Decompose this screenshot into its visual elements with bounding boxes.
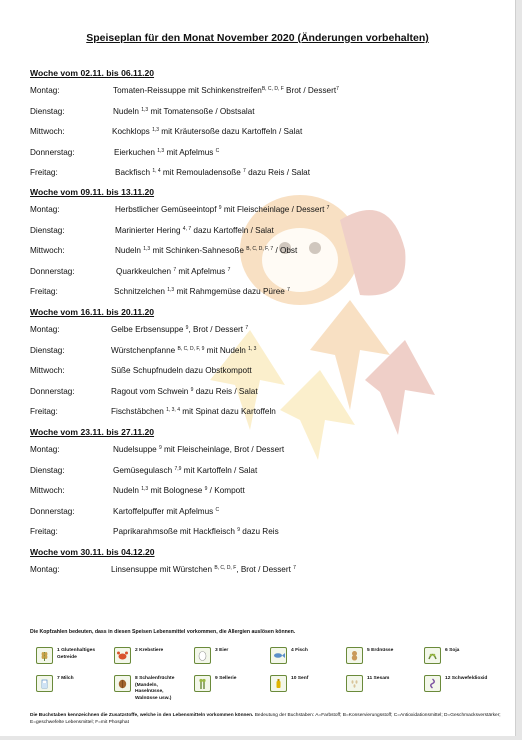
meal-text: Fischstäbchen [111,407,167,417]
legend-item [114,675,184,711]
allergen-code: 9 [204,486,208,493]
weekday-label: Mittwoch: [30,127,65,137]
allergen-code: 7 [287,287,290,294]
weekday-label: Montag: [30,86,60,95]
allergen-code: 9 [190,386,194,393]
allergen-code: B, C, D, F [214,565,237,571]
meal-text: , Brot / Dessert [236,565,294,574]
meal-text: mit Tomatensoße / Obstsalat [148,106,255,116]
meal-description [113,86,339,95]
page-title: Speiseplan für den Monat November 2020 (Änderungen vorbehalten) [86,32,429,44]
weekday-label: Freitag: [30,527,58,537]
meal-text: Eierkuchen [114,147,158,157]
allergen-code: 4, 7 [182,225,192,232]
weekday-label: Dienstag: [30,465,65,475]
meal-text: mit Apfelmus [176,266,228,276]
legend-item [270,675,340,711]
meal-text: Nudeln [115,246,144,256]
meal-text: Nudelsuppe [113,445,159,454]
allergen-code: 7 [173,266,177,273]
meal-text: Herbstlicher Gemüseeintopf [115,205,219,214]
weekday-label: Montag: [30,325,60,334]
meal-text: Kochklops [112,127,153,137]
peanut-icon [346,647,363,664]
weekday-label: Freitag: [30,168,58,178]
legend-label: 3 Eier [215,648,229,653]
legend-label: 5 Erdnüsse [367,648,394,653]
footnote-bold: Die Buchstaben kennzeichnen die Zusatzstoffe, welche in den Lebensmitteln vorkommen können. [30,713,254,718]
mustard-icon [270,675,287,692]
legend-label: 2 Krebstiere [135,648,164,653]
meal-text: Gelbe Erbsensuppe [111,325,186,334]
meal-description [113,445,284,454]
weekday-label: Dienstag: [30,225,65,235]
meal-description [113,107,255,116]
meal-text: Würstchenpfanne [111,345,178,355]
sesame-icon [346,675,363,692]
weekday-label: Donnerstag: [30,386,75,396]
weekday-label: Dienstag: [30,106,65,116]
meal-text: mit Nudeln [204,345,249,355]
meal-description [113,527,279,536]
meal-description [113,507,219,516]
meal-description [111,407,276,416]
legend-item [424,675,494,711]
allergen-code: 7 [293,565,296,571]
meal-text: Gemüsegulasch [113,465,175,475]
weekday-label: Mittwoch: [30,486,65,496]
allergen-code: 9 [158,445,162,451]
meal-text: Backfisch [115,168,153,178]
allergen-code: B, C, D, F, 7 [246,246,274,253]
weekday-label: Donnerstag: [30,506,75,516]
legend-label: 6 Soja [445,648,460,653]
allergen-code: C [215,147,220,154]
celery-icon [194,675,211,692]
meal-description [115,205,329,214]
week-heading: Woche vom 23.11. bis 27.11.20 [30,427,155,437]
meal-description [112,127,302,136]
allergen-code: 1, 4 [152,168,161,175]
meal-text: , Brot / Dessert [188,325,246,334]
allergen-code: 7 [326,205,330,211]
weekday-label: Montag: [30,565,60,574]
milk-icon [36,675,53,692]
meal-text: dazu Reis / Salat [193,386,258,396]
weekday-label: Dienstag: [30,345,65,355]
allergen-code: C [215,506,220,513]
egg-icon [194,647,211,664]
meal-text: mit Apfelmus [164,147,216,157]
meal-description [111,387,258,396]
meal-description [115,168,310,177]
meal-text: dazu Kartoffeln / Salat [191,225,274,235]
fish-icon [270,647,287,664]
weekday-label: Mittwoch: [30,246,65,256]
legend-label: 7 Milch [57,676,74,681]
legend-label: 10 Senf [291,676,309,681]
meal-text: mit Fleischeinlage / Dessert [221,205,327,214]
legend-intro: Die Kopfzahlen bedeuten, dass in diesen Speisen Lebensmittel vorkommen, die Allergien auslösen können. [30,629,296,635]
meal-text: Linsensuppe mit Würstchen [111,565,215,574]
allergen-code: 1, 3, 4 [166,407,180,414]
additives-footnote [30,712,508,727]
week-heading: Woche vom 02.11. bis 06.11.20 [30,68,155,78]
meal-description [111,565,296,574]
legend-label: 1 Glutenhaltiges Getreide [57,648,96,660]
weekday-label: Freitag: [30,287,58,297]
meal-description [113,486,245,495]
page-edge-bottom [0,736,522,740]
legend-item [194,675,264,711]
meal-text: Quarkkeulchen [116,266,174,276]
meal-text: dazu Reis [240,527,279,537]
week-heading: Woche vom 30.11. bis 04.12.20 [30,547,155,557]
autumn-squirrel-watermark [190,180,440,460]
allergen-code: 1,3 [167,287,175,294]
weekday-label: Montag: [30,445,60,454]
legend-label: 9 Sellerie [215,676,237,681]
legend-label: 12 Schwefeldioxid [445,676,488,681]
allergen-code: 7 [245,325,249,331]
meal-text: dazu Reis / Salat [245,168,310,178]
allergen-code: 9 [237,527,240,534]
allergen-code: B, C, D, F [261,86,284,92]
legend-item [346,675,416,711]
meal-description [113,466,257,475]
sulfite-icon [424,675,441,692]
meal-text: mit Kartoffeln / Salat [181,465,258,475]
week-heading: Woche vom 16.11. bis 20.11.20 [30,307,155,317]
meal-description [111,346,256,355]
page-edge-right [515,0,522,740]
meal-text: / Kompott [207,486,245,496]
soy-icon [424,647,441,664]
allergen-code: 9 [185,325,189,331]
nut-icon [114,675,131,692]
meal-text: mit Fleischeinlage, Brot / Dessert [161,445,285,454]
allergen-code: 1,3 [141,486,149,493]
allergen-code: 7 [227,266,231,273]
footnote-rest: Bedeutung der Buchstaben: A=Farbstoff; B=Konservierungsstoff; C=Antioxidationsmittel; D=Geschmacksverstärker; E=geschwefelte Lebensmittel; F=mit Phosphat [30,713,501,726]
meal-text: mit Spinat dazu Kartoffeln [179,407,276,417]
allergen-code: 1,3 [141,106,149,113]
meal-text: Nudeln [113,486,142,496]
meal-description [115,246,297,255]
weekday-label: Mittwoch: [30,366,65,376]
meal-description [111,366,252,375]
meal-description [115,226,274,235]
legend-label: 8 Schalenfrüchte (Mandeln, Haselnüsse, Walnüsse usw.) [135,676,175,701]
weekday-label: Montag: [30,205,60,214]
meal-text: Schnitzelchen [114,287,168,297]
meal-text: / Obst [273,246,298,256]
allergen-code: 1,3 [143,246,151,253]
meal-description [111,325,248,334]
meal-text: Brot / Dessert [283,86,337,95]
weekday-label: Freitag: [30,407,58,417]
allergen-code: 9 [218,205,222,211]
allergen-code: 7 [336,86,339,92]
meal-text: mit Schinken-Sahnesoße [150,246,247,256]
allergen-code: 1,3 [152,127,160,134]
meal-text: mit Remouladensoße [160,168,244,178]
allergen-code: 7 [243,168,246,175]
weekday-label: Donnerstag: [30,147,75,157]
meal-text: Kartoffelpuffer mit Apfelmus [113,506,216,516]
meal-text: mit Rahmgemüse dazu Püree [174,287,288,297]
meal-text: Ragout vom Schwein [111,386,191,396]
legend-label: 11 Sesam [367,676,390,681]
meal-description [116,267,230,276]
meal-text: Süße Schupfnudeln dazu Obstkompott [111,366,252,376]
week-heading: Woche vom 09.11. bis 13.11.20 [30,187,155,197]
meal-text: Tomaten-Reissuppe mit Schinkenstreifen [113,86,262,95]
allergen-code: 1,3 [157,147,165,154]
allergen-code: B, C, D, F, 9 [177,345,205,352]
meal-text: mit Kräutersoße dazu Kartoffeln / Salat [159,127,303,137]
meal-description [114,287,290,296]
legend-item [36,675,106,711]
meal-text: Paprikarahmsoße mit Hackfleisch [113,527,238,537]
crab-icon [114,647,131,664]
legend-label: 4 Fisch [291,648,308,653]
allergen-code: 7,9 [174,465,182,472]
meal-text: Marinierter Hering [115,225,183,235]
allergen-code: 1, 3 [248,345,257,352]
meal-description [114,148,219,157]
meal-text: Nudeln [113,106,142,116]
grain-icon [36,647,53,664]
weekday-label: Donnerstag: [30,266,75,276]
meal-text: mit Bolognese [148,486,205,496]
